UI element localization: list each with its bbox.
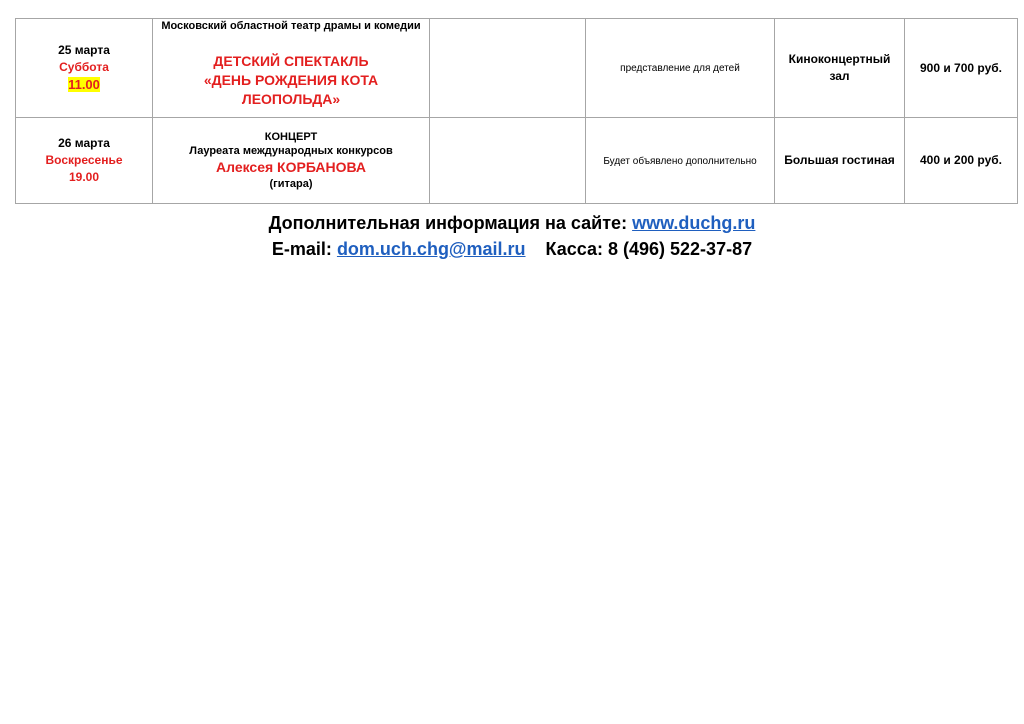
- empty-cell: [430, 19, 586, 118]
- event-price: 400 и 200 руб.: [919, 153, 1002, 167]
- event-weekday: Воскресенье: [45, 153, 123, 167]
- venue-line: Киноконцертный: [788, 52, 891, 66]
- date-cell: [16, 118, 153, 204]
- event-note: Будет объявлено дополнительно: [603, 155, 757, 167]
- footer-contact-line: [0, 238, 1024, 260]
- price-cell: [905, 118, 1018, 204]
- event-kind: КОНЦЕРТ: [264, 131, 318, 143]
- date-cell: [16, 19, 153, 118]
- event-organizer: Московский областной театр драмы и комедии: [161, 20, 421, 32]
- venue-line: Большая гостиная: [784, 153, 895, 167]
- event-price: 900 и 700 руб.: [919, 60, 1002, 75]
- note-cell: [586, 19, 775, 118]
- venue-cell: [775, 118, 905, 204]
- note-cell: [586, 118, 775, 204]
- event-date: 25 марта: [58, 43, 110, 57]
- event-title-line: ЛЕОПОЛЬДА»: [241, 91, 341, 107]
- event-weekday: Суббота: [59, 60, 109, 74]
- venue-line: зал: [829, 69, 850, 83]
- event-subtitle: Лауреата международных конкурсов: [189, 145, 393, 157]
- price-cell: [905, 19, 1018, 118]
- event-instrument: (гитара): [269, 178, 313, 190]
- venue-cell: [775, 19, 905, 118]
- event-time: 19.00: [68, 170, 100, 184]
- event-performer: Алексея КОРБАНОВА: [216, 159, 366, 175]
- footer-email-label: E-mail:: [271, 239, 332, 259]
- event-cell: [153, 19, 430, 118]
- event-time: 11.00: [68, 77, 100, 92]
- website-link[interactable]: www.duchg.ru: [632, 213, 756, 233]
- table-row: [16, 118, 1018, 204]
- footer-info-label: Дополнительная информация на сайте:: [268, 213, 628, 233]
- event-date: 26 марта: [58, 136, 110, 150]
- empty-cell: [430, 118, 586, 204]
- footer-phone: Касса: 8 (496) 522-37-87: [545, 239, 753, 259]
- event-cell: [153, 118, 430, 204]
- event-note: представление для детей: [620, 63, 740, 74]
- event-title-line: «ДЕНЬ РОЖДЕНИЯ КОТА: [203, 72, 379, 88]
- table-row: [16, 19, 1018, 118]
- schedule-table: [15, 18, 1018, 204]
- footer-info-line: [0, 212, 1024, 234]
- event-title-line: ДЕТСКИЙ СПЕКТАКЛЬ: [213, 53, 369, 69]
- email-link[interactable]: dom.uch.chg@mail.ru: [336, 239, 526, 259]
